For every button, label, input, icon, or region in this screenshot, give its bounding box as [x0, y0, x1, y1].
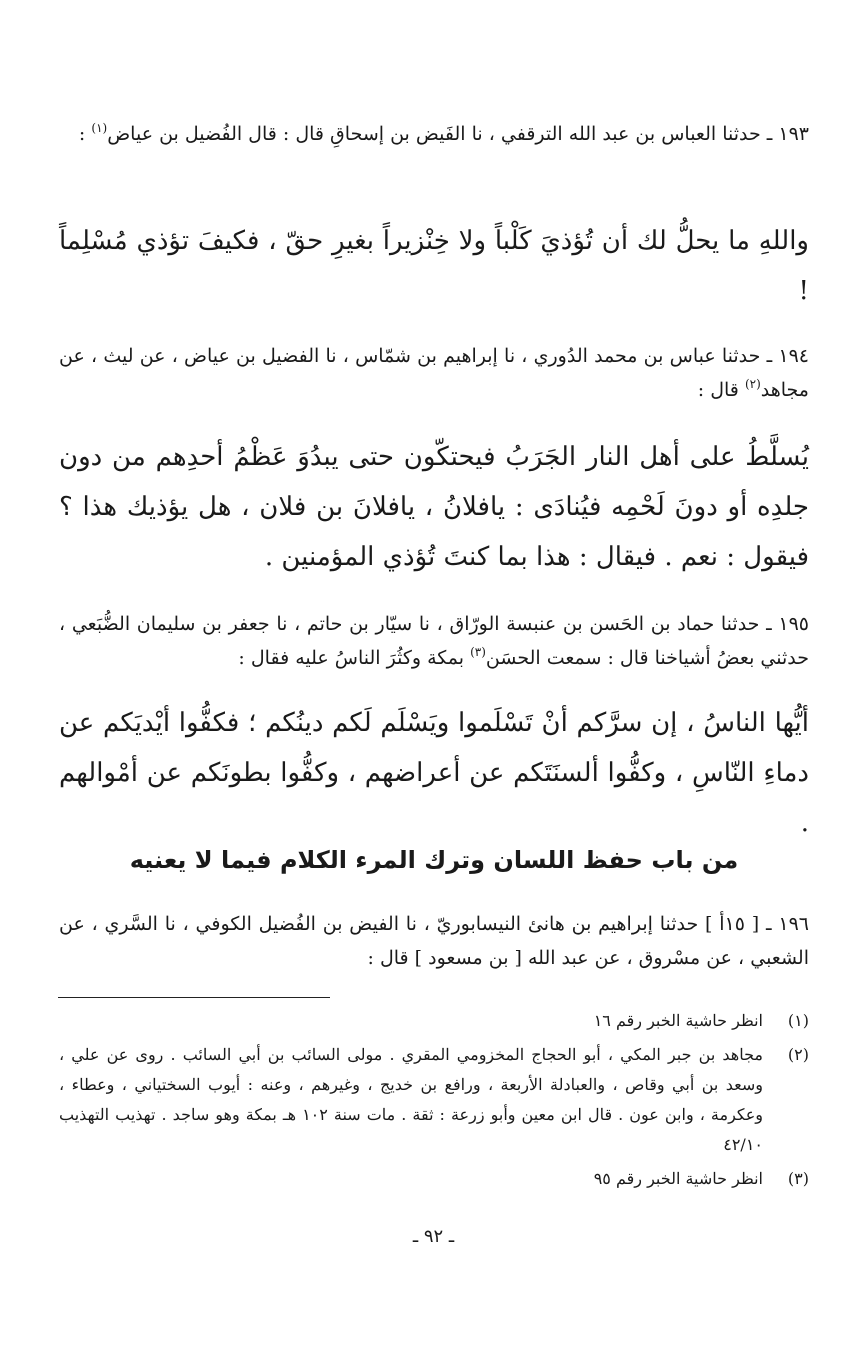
hadith-194-chain: [59, 339, 809, 407]
hadith-193-chain: [59, 117, 809, 151]
footnote-2: [59, 1040, 809, 1160]
footnote-text: انظر حاشية الخبر رقم ٩٥: [593, 1169, 763, 1188]
hadith-193-chain-end: :: [78, 123, 92, 145]
footnote-text: مجاهد بن جبر المكي ، أبو الحجاج المخزومي المقري . مولى السائب بن أبي السائب . روى عن علي ، وسعد بن أبي وقاص ، والعبادلة الأربعة ، ورافع بن خديج ، وغيرهم ، وعنه : أيوب السختياني ، وعطاء ، وعكرمة ، وابن عون . قال ابن معين وأبو زرعة : ثقة . مات سنة ١٠٢ هـ بمكة وهو ساجد . تهذيب التهذيب ٤٢/١٠: [59, 1045, 764, 1154]
footnote-number: (٣): [787, 1169, 809, 1188]
footnotes: [59, 1006, 809, 1198]
footnote-number: (٢): [787, 1045, 809, 1064]
hadith-195-chain: [59, 607, 809, 675]
hadith-195-chain-end: بمكة وكثُرَ الناسُ عليه فقال :: [238, 647, 471, 669]
footnote-text: انظر حاشية الخبر رقم ١٦: [593, 1011, 763, 1030]
footnote-ref-2: (٢): [744, 377, 761, 391]
footnote-number: (١): [787, 1011, 809, 1030]
hadith-195-matn: أيُّها الناسُ ، إن سرَّكم أنْ تَسْلَموا ويَسْلَم لَكم دينُكم ؛ فكفُّوا أيْديَكم عن دماءِ النّاسِ ، وكفُّوا ألسنَتَكم عن أعراضهم ، وكفُّوا بطونَكم عن أمْوالهم .: [59, 708, 809, 838]
footnote-ref-3: (٣): [470, 645, 486, 659]
footnote-separator: [58, 997, 330, 998]
hadith-194-matn: يُسلَّطُ على أهل النار الجَرَبُ فيحتكّون حتى يبدُوَ عَظْمُ أحدِهم من دون جلدِه أو دونَ لَحْمِه فيُنادَى : يافلانُ ، يافلانَ بن فلان ، هل يؤذيك هذا ؟ فيقول : نعم . فيقال : هذا بما كنتَ تُؤذي المؤمنين .: [59, 442, 809, 572]
hadith-193-matn: واللهِ ما يحلُّ لك أن تُؤذيَ كَلْباً ولا خِنْزيراً بغيرِ حقّ ، فكيفَ تؤذي مُسْلِماً !: [59, 226, 809, 306]
footnote-1: [59, 1006, 809, 1036]
hadith-195-chain-text: ١٩٥ ـ حدثنا حماد بن الحَسن بن عنبسة الورّاق ، نا سيّار بن حاتم ، نا جعفر بن سليمان الضُّبَعي ، حدثني بعضُ أشياخنا قال : سمعت الحسَن: [59, 613, 809, 669]
chapter-heading: من باب حفظ اللسان وترك المرء الكلام فيما لا يعنيه: [129, 846, 739, 874]
hadith-193-chain-text: ١٩٣ ـ حدثنا العباس بن عبد الله الترقفي ، نا الفَيض بن إسحاقِ قال : قال الفُضيل بن عياض: [107, 123, 809, 145]
hadith-196-chain: ١٩٦ ـ [ ١٥أ ] حدثنا إبراهيم بن هانئ النيسابوريّ ، نا الفيض بن الفُضيل الكوفي ، نا السَّري ، عن الشعبي ، عن مسْروق ، عن عبد الله [ بن مسعود ] قال :: [59, 913, 809, 969]
footnote-3: [59, 1164, 809, 1194]
footnote-ref-1: (١): [91, 121, 108, 135]
page-number: ـ ٩٢ ـ: [412, 1226, 455, 1247]
hadith-194-chain-end: قال :: [697, 379, 745, 401]
hadith-194-chain-text: ١٩٤ ـ حدثنا عباس بن محمد الدُوري ، نا إبراهيم بن شمّاس ، نا الفضيل بن عياض ، عن ليث ، عن مجاهد: [59, 345, 809, 401]
